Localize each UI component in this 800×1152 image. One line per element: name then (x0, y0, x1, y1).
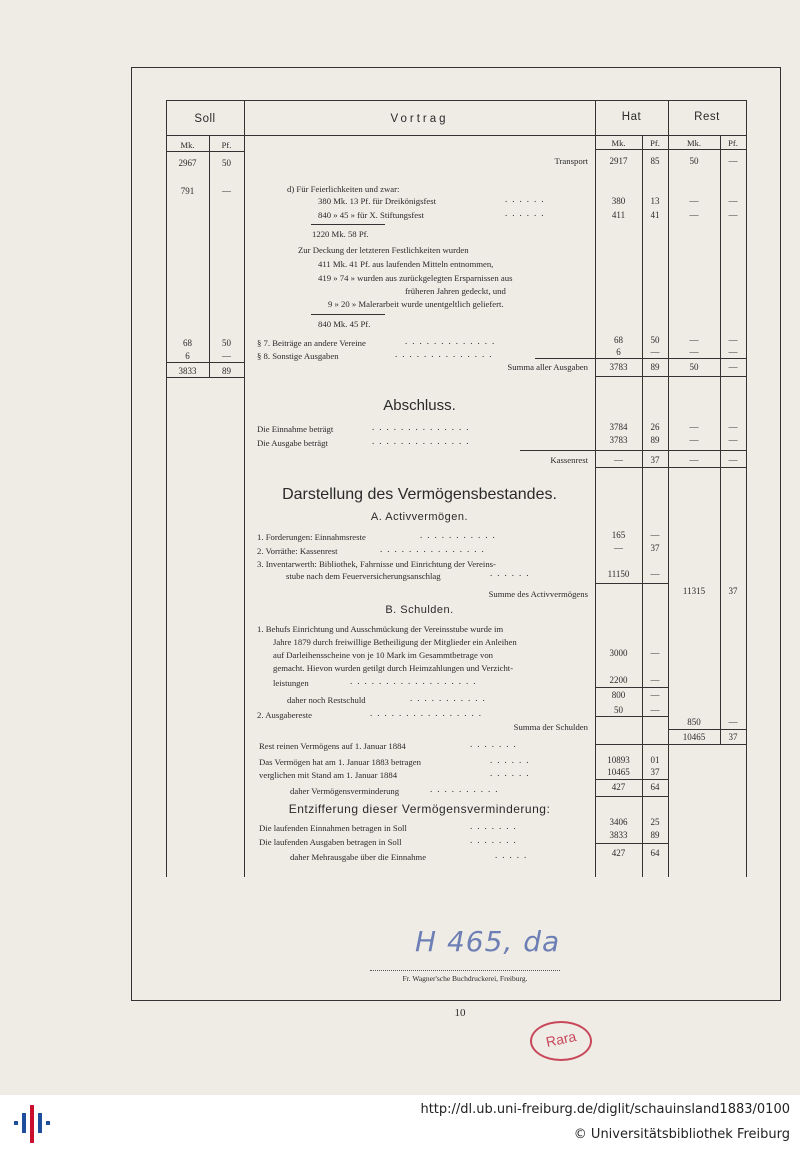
cell: 165 (611, 530, 626, 540)
cell: — (689, 335, 699, 345)
text-line: 419 » 74 » wurden aus zurückgelegten Ersparnissen aus (318, 273, 513, 283)
subsection-title: Entzifferung dieser Vermögensverminderung: (288, 802, 551, 816)
rule (595, 583, 668, 584)
rule (595, 376, 746, 377)
cell: — (728, 435, 738, 445)
rule (595, 744, 746, 745)
row-label: Die laufenden Ausgaben betragen in Soll (259, 837, 402, 847)
subsection-title: B. Schulden. (385, 604, 454, 616)
row-label: Kassenrest (550, 455, 588, 465)
cell: 3406 (609, 817, 628, 827)
cell: — (728, 717, 738, 727)
section-title: Abschluss. (383, 397, 456, 414)
cell: 89 (650, 435, 660, 445)
cell: 37 (650, 455, 660, 465)
row-label: Die Einnahme beträgt (257, 424, 334, 434)
cell: 37 (728, 586, 738, 596)
cell: 89 (222, 366, 231, 376)
col-line (746, 100, 747, 877)
row-label: 1. Forderungen: Einnahmsreste (257, 532, 366, 542)
cell: 800 (611, 690, 626, 700)
row-label: daher Mehrausgabe über die Einnahme (290, 852, 427, 862)
rule (535, 358, 746, 359)
sub-header-mk: Mk. (611, 138, 626, 148)
cell: 64 (650, 782, 660, 792)
cell: — (689, 455, 699, 465)
cell: 37 (728, 732, 738, 742)
sub-header-mk: Mk. (687, 138, 701, 148)
text-line: leistungen (273, 678, 309, 688)
leader-dots: .......... (430, 784, 503, 794)
cell: — (728, 210, 738, 220)
text-line: 411 Mk. 41 Pf. aus laufenden Mitteln entnommen, (318, 259, 494, 269)
stamp-text: Rara (544, 1028, 578, 1050)
cell: 791 (180, 186, 195, 196)
cell: 50 (689, 362, 699, 372)
cell: 3783 (609, 362, 628, 372)
rule (595, 843, 668, 844)
leader-dots: ...... (490, 755, 534, 765)
cell: — (614, 455, 623, 465)
leader-dots: ........... (420, 530, 500, 540)
leader-dots: ........... (410, 693, 490, 703)
row-label: verglichen mit Stand am 1. Januar 1884 (259, 770, 398, 780)
leader-dots: ...... (505, 194, 549, 204)
cell: 850 (687, 717, 701, 727)
document-url-link[interactable]: http://dl.ub.uni-freiburg.de/diglit/schauinsland1883/0100 (420, 1102, 790, 1117)
cell: 427 (611, 782, 626, 792)
rule (595, 779, 668, 780)
cell: — (222, 351, 231, 361)
cell: 89 (650, 830, 660, 840)
leader-dots: ............... (380, 544, 489, 554)
cell: 2200 (609, 675, 628, 685)
section-title: Darstellung des Vermögensbestandes. (282, 486, 557, 503)
cell: — (650, 690, 660, 700)
rule (311, 314, 385, 315)
row-label: Die laufenden Einnahmen betragen in Soll (259, 823, 407, 833)
text-line: auf Darleihensscheine von je 10 Mark im Gesammtbetrage von (273, 650, 494, 660)
cell: 2917 (609, 156, 628, 166)
sub-header-mk: Mk. (180, 140, 195, 150)
col-header-hat: Hat (621, 111, 642, 123)
row-label: 2. Vorräthe: Kassenrest (257, 546, 338, 556)
cell: — (689, 210, 699, 220)
cell: 41 (650, 210, 660, 220)
cell: — (728, 196, 738, 206)
cell: — (689, 435, 699, 445)
cell: 3783 (609, 435, 628, 445)
cell: 68 (183, 338, 192, 348)
cell: 13 (650, 196, 660, 206)
header-rule (166, 135, 746, 136)
cell: — (728, 156, 738, 166)
rule (520, 450, 746, 451)
cell: — (650, 347, 660, 357)
text-line: 1. Behufs Einrichtung und Ausschmückung der Vereinsstube wurde im (257, 624, 504, 634)
col-line (166, 100, 167, 877)
cell: 85 (650, 156, 660, 166)
row-label: Summe des Activvermögens (488, 589, 588, 599)
sub-header-pf: Pf. (650, 138, 660, 148)
leader-dots: ...... (490, 568, 534, 578)
cell: 50 (650, 335, 660, 345)
subsection-title: A. Activvermögen. (370, 511, 469, 523)
rara-stamp (530, 1021, 592, 1061)
row-label: daher Vermögensverminderung (290, 786, 400, 796)
text-line: daher noch Restschuld (287, 695, 366, 705)
text-line: Rest reinen Vermögens auf 1. Januar 1884 (259, 741, 406, 751)
cell: 11150 (607, 569, 630, 579)
leader-dots: .............. (372, 436, 474, 446)
cell: — (728, 347, 738, 357)
cell: 10893 (607, 755, 630, 765)
cell: — (689, 347, 699, 357)
cell: 64 (650, 848, 660, 858)
rule (595, 149, 746, 150)
handwritten-shelfmark: H 465, da (415, 925, 561, 958)
cell: — (614, 543, 623, 553)
row-label: Summa aller Ausgaben (507, 362, 588, 372)
cell: 3833 (178, 366, 197, 376)
col-line (642, 135, 643, 877)
rule (311, 224, 385, 225)
printer-imprint: Fr. Wagner'sche Buchdruckerei, Freiburg. (402, 974, 528, 983)
leader-dots: ..... (495, 850, 532, 860)
row-label: Die Ausgabe beträgt (257, 438, 328, 448)
leader-dots: ...... (490, 768, 534, 778)
text-line: Jahre 1879 durch freiwillige Betheiligung der Mitglieder ein Anleihen (273, 637, 517, 647)
cell: 3784 (609, 422, 628, 432)
table-top-rule (166, 100, 746, 101)
col-header-vortrag: Vortrag (390, 113, 449, 125)
text-line: stube nach dem Feuerversicherungsanschlag (286, 571, 441, 581)
cell: 10465 (607, 767, 630, 777)
cell: 380 (611, 196, 626, 206)
rule (668, 729, 746, 730)
cell: 50 (222, 338, 231, 348)
leader-dots: ................ (370, 708, 486, 718)
viewer-footer (0, 1095, 800, 1152)
leader-dots: .............. (395, 349, 497, 359)
leader-dots: ...... (505, 208, 549, 218)
leader-dots: ....... (470, 821, 521, 831)
text-line: 9 » 20 » Malerarbeit wurde unentgeltlich geliefert. (328, 299, 504, 309)
cell: — (650, 675, 660, 685)
rule (595, 796, 668, 797)
cell: 01 (650, 755, 660, 765)
text-line: gemacht. Hievon wurden getilgt durch Heimzahlungen und Verzicht- (273, 663, 514, 673)
text-line: 3. Inventarwerth: Bibliothek, Fahrnisse und Einrichtung der Vereins- (257, 559, 496, 569)
cell: — (728, 422, 738, 432)
cell: 50 (614, 705, 623, 715)
cell: — (728, 335, 738, 345)
row-label: § 7. Beiträge an andere Vereine (257, 338, 366, 348)
cell: 6 (616, 347, 621, 357)
cell: 411 (611, 210, 626, 220)
sub-header-pf: Pf. (221, 140, 232, 150)
rule (166, 151, 244, 152)
cell: 2967 (178, 158, 197, 168)
cell: 37 (650, 767, 660, 777)
cell: — (689, 196, 699, 206)
row-label: 2. Ausgabereste (257, 710, 313, 720)
library-logo-icon (12, 1105, 52, 1143)
cell: 11315 (682, 586, 706, 596)
cell: 10465 (682, 732, 706, 742)
leader-dots: .................. (350, 676, 481, 686)
row-label: § 8. Sonstige Ausgaben (257, 351, 339, 361)
cell: — (650, 705, 660, 715)
row-label: Das Vermögen hat am 1. Januar 1883 betragen (259, 757, 421, 767)
rule (595, 467, 746, 468)
cell: 26 (650, 422, 660, 432)
rule (166, 362, 244, 363)
cell: 37 (650, 543, 660, 553)
col-header-rest: Rest (694, 111, 720, 123)
col-header-soll: Soll (194, 113, 216, 125)
cell: — (650, 648, 660, 658)
cell: 50 (689, 156, 699, 166)
text-line: d) Für Feierlichkeiten und zwar: (287, 184, 400, 194)
text-line: früheren Jahren gedeckt, und (405, 286, 506, 296)
text-line: 840 » 45 » für X. Stiftungsfest (318, 210, 424, 220)
row-label: Transport (554, 156, 588, 166)
cell: 6 (185, 351, 190, 361)
cell: 3833 (609, 830, 628, 840)
text-line: 840 Mk. 45 Pf. (318, 319, 371, 329)
ornament-rule (370, 970, 560, 971)
leader-dots: ....... (470, 835, 521, 845)
cell: 89 (650, 362, 660, 372)
copyright-text: © Universitätsbibliothek Freiburg (573, 1127, 790, 1142)
rule (595, 716, 668, 717)
leader-dots: ....... (470, 739, 521, 749)
text-line: 380 Mk. 13 Pf. für Dreikönigsfest (318, 196, 436, 206)
page-number: 10 (454, 1007, 466, 1019)
cell: 25 (650, 817, 660, 827)
cell: — (728, 362, 738, 372)
cell: 427 (611, 848, 626, 858)
leader-dots: ............. (405, 336, 500, 346)
text-line: Zur Deckung der letzteren Festlichkeiten wurden (298, 245, 469, 255)
cell: 68 (614, 335, 623, 345)
cell: — (650, 530, 660, 540)
row-label: Summa der Schulden (513, 722, 588, 732)
rule (166, 377, 244, 378)
cell: — (728, 455, 738, 465)
cell: — (222, 186, 231, 196)
leader-dots: .............. (372, 422, 474, 432)
cell: 3000 (609, 648, 628, 658)
text-line: 1220 Mk. 58 Pf. (312, 229, 369, 239)
cell: — (650, 569, 660, 579)
cell: 50 (222, 158, 231, 168)
cell: — (689, 422, 699, 432)
sub-header-pf: Pf. (728, 138, 738, 148)
rule (595, 687, 668, 688)
